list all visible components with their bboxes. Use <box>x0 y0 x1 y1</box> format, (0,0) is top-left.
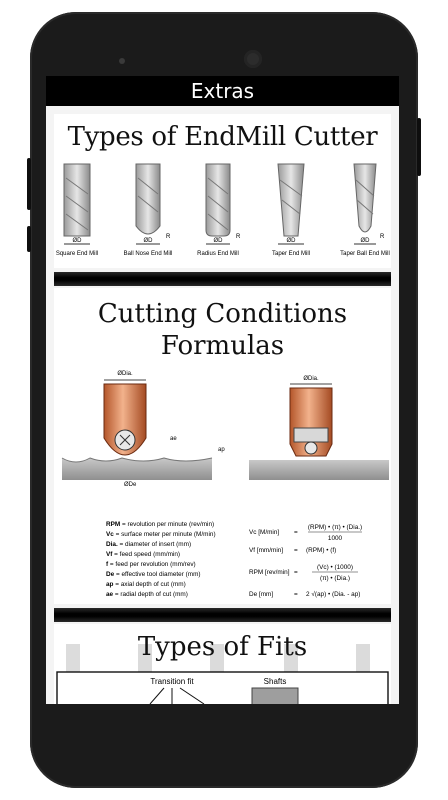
shafts-swatch <box>252 688 298 704</box>
formula-lhs-2: Vf [mm/min] <box>249 547 284 554</box>
app-bar <box>46 76 399 106</box>
cutting-diagram <box>54 288 391 604</box>
endmill-illustration <box>54 114 391 268</box>
tool-extra-5: R <box>380 234 385 240</box>
formula-lhs-4: De [mm] <box>249 591 274 598</box>
legend-row-8: ae = radial depth of cut (mm) <box>106 591 188 598</box>
taper-ball-endmill <box>354 164 376 244</box>
tool-label-4: Taper End Mill <box>271 251 311 257</box>
diagram-de: ØDe <box>124 482 137 488</box>
power-button <box>417 118 421 176</box>
card-types-of-fits[interactable] <box>54 624 391 704</box>
label-transition-fit: Transition fit <box>150 677 194 686</box>
front-camera <box>244 50 262 68</box>
tool-dim-5: ØD <box>360 238 370 244</box>
earpiece-speaker <box>119 58 125 64</box>
tool-label-3: Radius End Mill <box>197 251 239 257</box>
legend-row-7: ap = axial depth of cut (mm) <box>106 581 186 588</box>
card-divider <box>54 608 391 622</box>
label-shafts: Shafts <box>263 677 287 686</box>
flat-cutter-diagram <box>249 384 389 480</box>
card-divider <box>54 272 391 286</box>
diagram-ae: ae <box>170 436 177 442</box>
legend-row-2: Vc = surface meter per minute (M/min) <box>106 531 216 538</box>
formula-eq-4: = <box>294 591 298 598</box>
formula-rhs-2: (RPM) • (f) <box>306 547 337 554</box>
formula-eq-3: = <box>294 569 298 576</box>
formula-lhs-1: Vc [M/min] <box>249 529 280 536</box>
square-endmill <box>64 164 90 244</box>
tool-dim-3: ØD <box>213 238 223 244</box>
diagram-dia-right: ØDia. <box>303 376 319 382</box>
card-title-line2: Formulas <box>160 331 285 361</box>
formula-num-3: (Vc) • (1000) <box>317 564 353 571</box>
taper-endmill <box>278 164 304 244</box>
formula-den-3: (π) • (Dia.) <box>319 575 351 582</box>
fits-diagram-frame <box>57 672 388 704</box>
formula-rhs-4: 2 √(ap) • (Dia. - ap) <box>306 591 361 598</box>
diagram-ap: ap <box>218 447 225 453</box>
tool-extra-2: R <box>166 234 171 240</box>
card-title-endmill: Types of EndMill Cutter <box>67 122 378 152</box>
ballnose-endmill <box>136 164 160 244</box>
formula-eq-1: = <box>294 529 298 536</box>
legend-row-6: De = effective tool diameter (mm) <box>106 571 201 578</box>
tool-label-5: Taper Ball End Mill <box>340 251 390 257</box>
legend-row-4: Vf = feed speed (mm/min) <box>106 551 181 558</box>
tool-dim-4: ØD <box>286 238 296 244</box>
card-endmill-types[interactable] <box>54 114 391 268</box>
side-key <box>27 226 31 252</box>
tool-dim-2: ØD <box>143 238 153 244</box>
legend-row-3: Dia. = diameter of insert (mm) <box>106 541 192 548</box>
formula-block <box>249 524 362 598</box>
legend-row-1: RPM = revolution per minute (rev/min) <box>106 521 215 528</box>
formula-num-1: (RPM) • (π) • (Dia.) <box>307 524 363 531</box>
tool-dim-1: ØD <box>72 238 82 244</box>
ball-cutter-diagram <box>62 380 212 480</box>
card-title-line1: Cutting Conditions <box>97 299 348 329</box>
radius-endmill <box>206 164 230 244</box>
formula-eq-2: = <box>294 547 298 554</box>
tool-label-2: Ball Nose End Mill <box>123 251 173 257</box>
app-screen <box>46 76 399 704</box>
formula-den-1: 1000 <box>327 535 343 542</box>
volume-button <box>27 158 31 210</box>
tool-label-1: Square End Mill <box>55 251 99 257</box>
legend-row-5: f = feed per revolution (mm/rev) <box>106 561 196 568</box>
formula-lhs-3: RPM [rev/min] <box>249 569 290 576</box>
card-cutting-formulas[interactable] <box>54 288 391 604</box>
diagram-dia-left: ØDia. <box>117 371 133 377</box>
formula-legend <box>106 521 216 598</box>
tool-extra-3: R <box>236 234 241 240</box>
card-title-fits: Types of Fits <box>137 632 308 662</box>
app-title: Extras <box>190 79 255 103</box>
